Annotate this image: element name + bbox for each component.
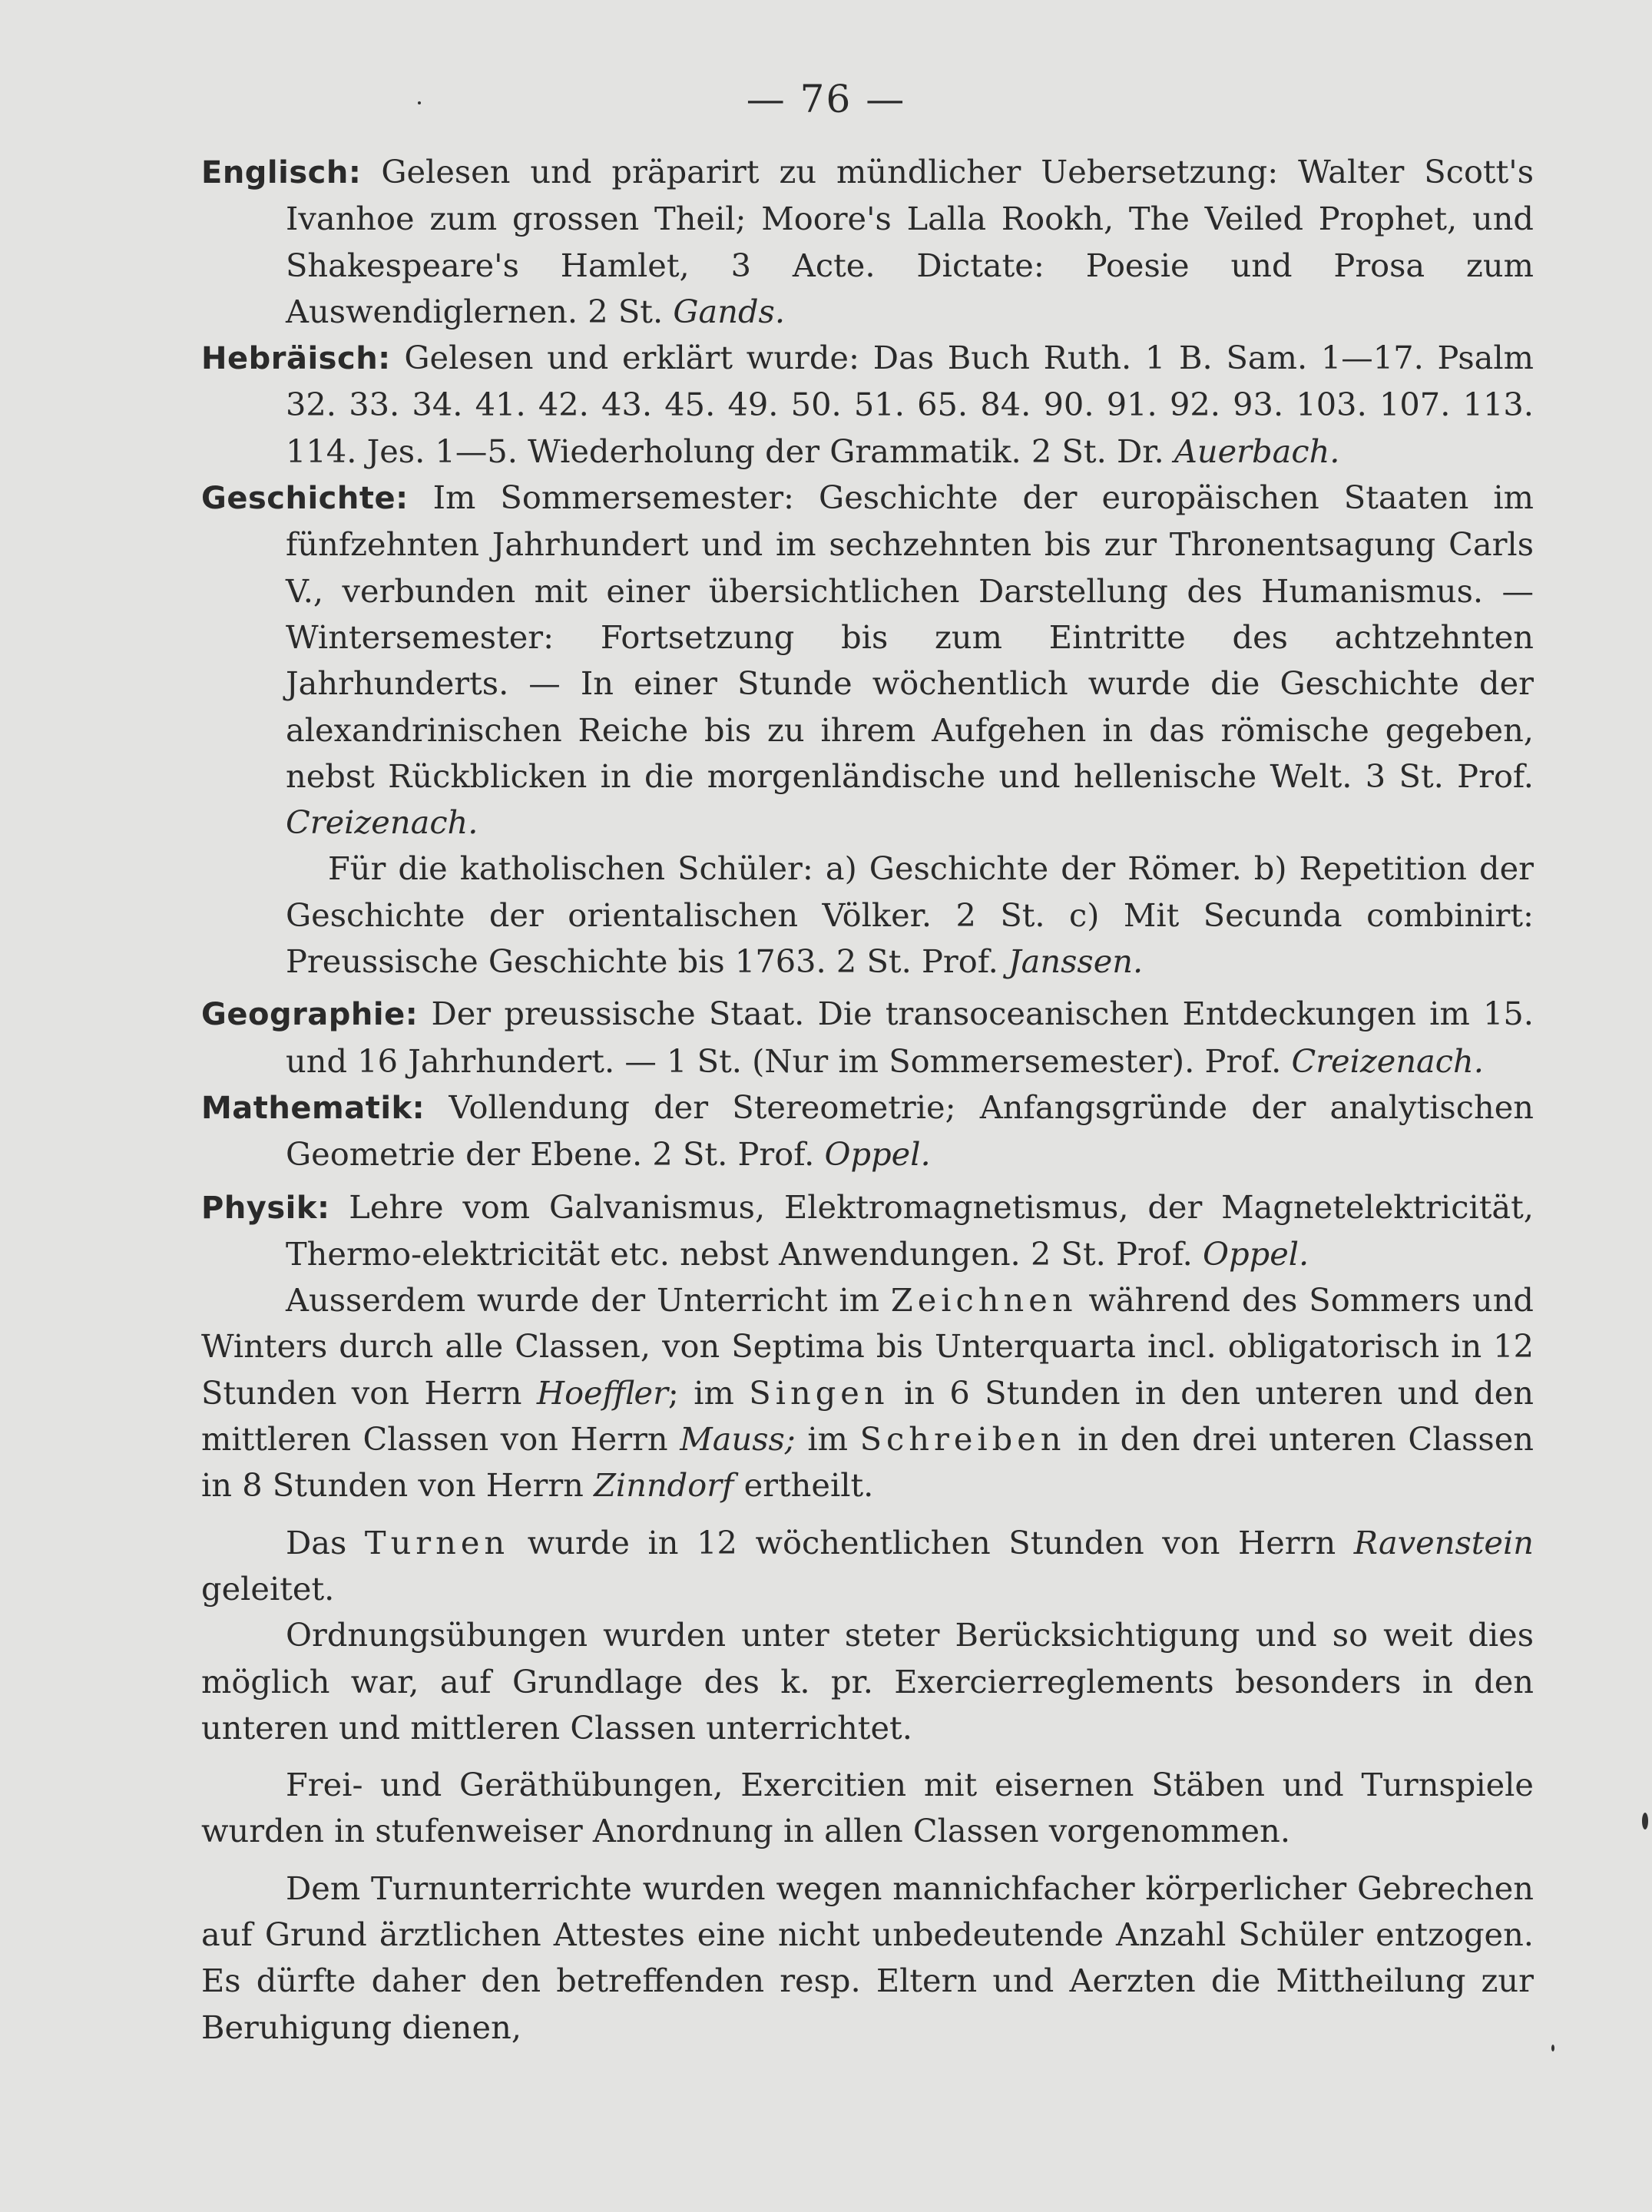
spaced-term: Turnen	[364, 1523, 510, 1561]
paragraph-text: während des Sommers und Winters durch alle Classen, von Septima bis Unterquarta incl. obligatorisch in 12 Stunden von Herrn	[201, 1281, 1534, 1412]
paragraph-turnen	[201, 1520, 1534, 1613]
paragraph-text: ertheilt.	[733, 1466, 874, 1505]
entry-text: Lehre vom Galvanismus, Elektromagnetismus, der Magnetelektricität, Thermo-elektricität etc. nebst Anwendungen. 2 St. Prof.	[286, 1187, 1534, 1273]
paragraph-text: ; im	[667, 1373, 750, 1412]
entry-text: Vollendung der Stereometrie; Anfangsgründe der analytischen Geometrie der Ebene. 2 St. Prof.	[286, 1088, 1534, 1174]
entry-englisch	[201, 149, 1534, 335]
paragraph-text: geleitet.	[201, 1569, 335, 1608]
spaced-term: Schreiben	[859, 1420, 1066, 1459]
teacher-name: Oppel.	[824, 1135, 931, 1174]
teacher-name: Auerbach.	[1174, 432, 1340, 470]
paragraph-ordnungsuebungen: Ordnungsübungen wurden unter steter Berücksichtigung und so weit dies möglich war, auf Grundlage des k. pr. Exercierreglements besonders in den unteren und mittleren Classen unterrichtet.	[201, 1616, 1534, 1747]
subject-heading: Mathematik:	[201, 1090, 425, 1126]
paragraph-text: Ausserdem wurde der Unterricht im	[286, 1281, 891, 1320]
subject-heading: Geographie:	[201, 997, 419, 1033]
paragraph-turnunterricht: Dem Turnunterrichte wurden wegen mannichfacher körperlicher Gebrechen auf Grund ärztlichen Attestes eine nicht unbedeutende Anzahl Schüler entzogen. Es dürfte daher den betreffenden resp. Eltern und Aerzten die Mittheilung zur Beruhigung dienen,	[201, 1869, 1534, 2046]
entry-text: Für die katholischen Schüler: a) Geschichte der Römer. b) Repetition der Geschichte der orientalischen Völker. 2 St. c) Mit Secunda combinirt: Preussische Geschichte bis 1763. 2 St. Prof.	[286, 849, 1534, 981]
page-body	[201, 149, 1534, 2051]
scan-speck	[1642, 1813, 1648, 1830]
paragraph-freiuebungen: Frei- und Geräthübungen, Exercitien mit eisernen Stäben und Turnspiele wurden in stufenweiser Anordnung in allen Classen vorgenommen.	[201, 1766, 1534, 1850]
entry-text: Im Sommersemester: Geschichte der europäischen Staaten im fünfzehnten Jahrhundert und im sechzehnten bis zur Thronentsagung Carls V., verbunden mit einer übersichtlichen Darstellung des Humanismus. — Wintersemester: Fortsetzung bis zum Eintritte des achtzehnten Jahrhunderts. — In einer Stunde wöchentlich wurde die Geschichte der alexandrinischen Reiche bis zu ihrem Aufgehen in das römische gegeben, nebst Rückblicken in die morgenländische und hellenische Welt. 3 St. Prof.	[286, 478, 1534, 795]
entry-geographie	[201, 991, 1534, 1084]
subject-heading: Hebräisch:	[201, 341, 391, 377]
paragraph-text: in den drei unteren Classen in 8 Stunden von Herrn	[201, 1420, 1534, 1505]
entry-geschichte	[201, 475, 1534, 846]
page-number: — 76 —	[746, 77, 906, 121]
entry-hebraeisch	[201, 335, 1534, 475]
paragraph-text: im	[795, 1420, 860, 1459]
teacher-name: Creizenach.	[1291, 1041, 1484, 1080]
teacher-name: Hoeffler	[536, 1373, 668, 1412]
teacher-name: Oppel.	[1203, 1234, 1309, 1273]
entry-physik	[201, 1184, 1534, 1278]
subject-heading: Geschichte:	[201, 481, 409, 517]
paragraph-zeichnen	[201, 1277, 1534, 1508]
entry-text: Der preussische Staat. Die transoceanischen Entdeckungen im 15. und 16 Jahrhundert. — 1 St. (Nur im Sommersemester). Prof.	[286, 995, 1534, 1080]
spaced-term: Singen	[749, 1373, 889, 1412]
subject-heading: Physik:	[201, 1190, 330, 1226]
teacher-name: Mauss;	[680, 1420, 796, 1459]
teacher-name: Zinndorf	[594, 1466, 734, 1505]
paragraph-text: Das	[286, 1523, 365, 1561]
entry-mathematik	[201, 1084, 1534, 1178]
teacher-name: Ravenstein	[1353, 1523, 1534, 1561]
scan-speck	[1551, 2045, 1554, 2051]
teacher-name: Creizenach.	[286, 803, 478, 842]
entry-geschichte-katholisch	[201, 846, 1534, 985]
teacher-name: Gands.	[673, 292, 786, 330]
scan-speck	[418, 101, 421, 104]
teacher-name: Janssen.	[1008, 942, 1144, 981]
entry-text: Gelesen und erklärt wurde: Das Buch Ruth. 1 B. Sam. 1—17. Psalm 32. 33. 34. 41. 42. 43. 45. 49. 50. 51. 65. 84. 90. 91. 92. 93. 103. 107. 113. 114. Jes. 1—5. Wiederholung der Grammatik. 2 St. Dr.	[286, 339, 1534, 470]
spaced-term: Zeichnen	[890, 1281, 1078, 1320]
paragraph-text: wurde in 12 wöchentlichen Stunden von Herrn	[509, 1523, 1354, 1561]
paragraph-text: in 6 Stunden in den unteren und den mittleren Classen von Herrn	[201, 1373, 1534, 1459]
entry-text: Gelesen und präparirt zu mündlicher Uebersetzung: Walter Scott's Ivanhoe zum grossen Theil; Moore's Lalla Rookh, The Veiled Prophet, und Shakespeare's Hamlet, 3 Acte. Dictate: Poesie und Prosa zum Auswendiglernen. 2 St.	[286, 153, 1534, 330]
subject-heading: Englisch:	[201, 155, 362, 190]
